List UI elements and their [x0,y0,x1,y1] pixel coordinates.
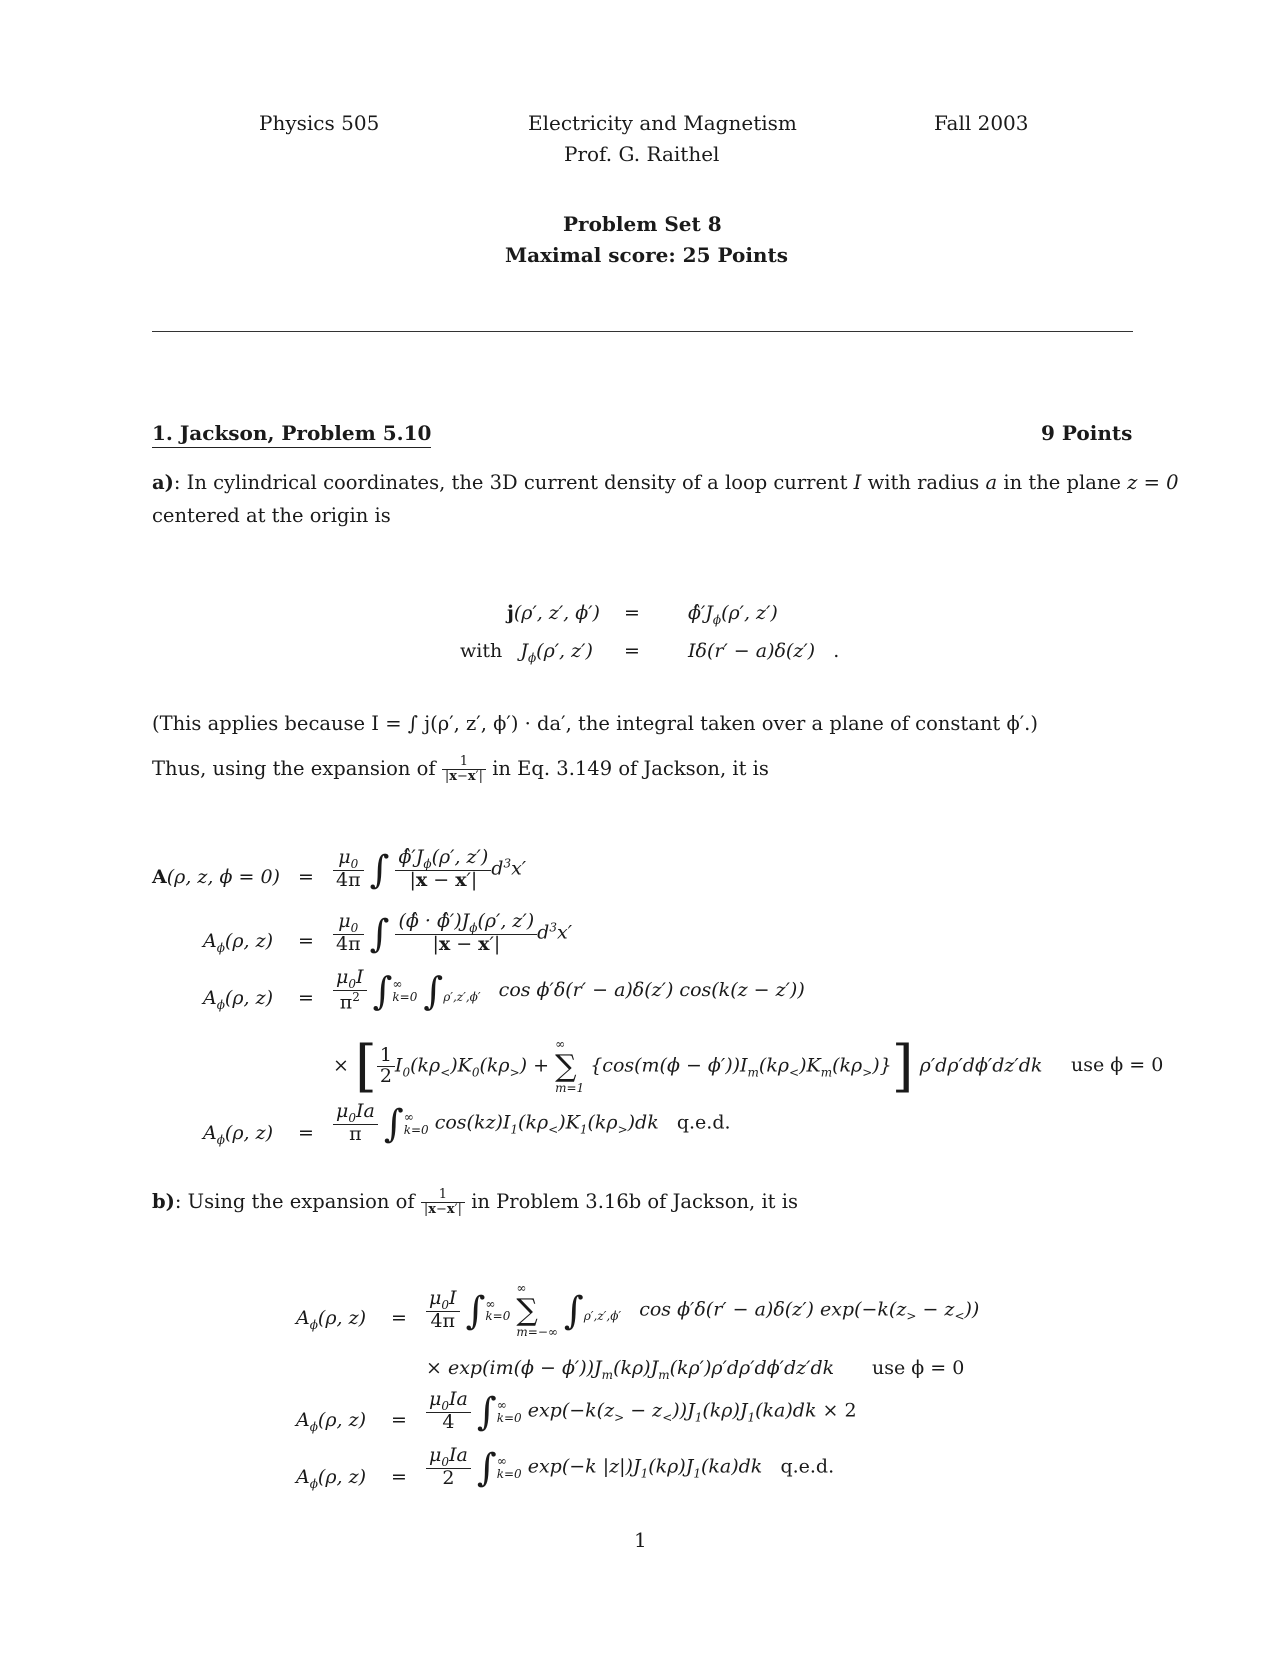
thus-text-1: Thus, using the expansion of [152,757,436,780]
deriv-b-lhs-4: $A_\phi(\rho$, z) [296,1466,367,1491]
deriv-a-lhs-1: A(ρ, z, ϕ = 0) [152,866,280,888]
deriv-b-qed: q.e.d. [780,1455,835,1478]
part-a-intro-3: in the plane [1003,471,1121,494]
thus-line [152,753,769,785]
part-a-var-I: I [853,471,862,494]
header-divider [152,331,1133,332]
eq-jphi-lhs: with $J_\phi(\rho'$, z′) [460,640,593,665]
part-a-cond: z = 0 [1127,471,1179,494]
deriv-a-use-phi: use ϕ = 0 [1071,1054,1164,1076]
deriv-b-lhs-3: $A_\phi(\rho$, z) [296,1409,367,1434]
deriv-b-use-phi: use ϕ = 0 [872,1357,965,1379]
deriv-a-rhs-3: $\frac{\mu_0I}{\pi^2}$ ∫ ∞ k=0 ∫ ρ′,z′,ϕ′ cos ϕ′δ(r′ − a)δ(z′) cos(k(z − z′)) [333,968,805,1014]
part-b-intro [152,1186,798,1218]
deriv-a-eq-1: = [298,866,314,888]
part-a-var-a: a [985,471,998,494]
deriv-b-rhs-1: $\frac{\mu_0I}{4\pi}$ ∫ ∞ k=0 ∞ ∑ m=−∞ ∫ ρ′,z′,ϕ′ cos ϕ′δ(r′ − a)δ(z′) $\exp(-k(z_> - z_<))$ [426,1282,979,1339]
eq-current-density-lhs: j(ρ′, z′, ϕ′) [507,602,600,624]
part-a-intro-1: : In cylindrical coordinates, the 3D current density of a loop current [173,471,848,494]
deriv-b-rhs-4: $\frac{\mu_0Ia}{2}$ ∫ ∞ k=0 exp(−k $|z|)J_1(k\rho)J_1(ka)dk$ q.e.d. [426,1446,834,1489]
term: Fall 2003 [934,111,1029,135]
note-line: (This applies because I = ∫ j(ρ′, z′, ϕ′) · da′, the integral taken over a plane of constant ϕ′.) [152,712,1038,735]
part-a-intro [152,467,1179,499]
deriv-a-lhs-5: $A_\phi(\rho$, z) [203,1122,274,1147]
problem-set-title: Problem Set 8 [563,212,722,236]
part-b-label: b) [152,1190,175,1213]
deriv-a-qed: q.e.d. [676,1111,731,1134]
deriv-b-lhs-1: $A_\phi(\rho$, z) [296,1307,367,1332]
course-title: Electricity and Magnetism [528,111,797,135]
eq-current-density-equals: = [624,602,640,624]
problem-points: 9 Points [1041,421,1133,445]
course-name: Physics 505 [259,111,380,135]
deriv-a-rhs-1: $\frac{\mu_0}{4\pi}$ ∫ $\frac{\phî'J_\phi(\rho', z')}{|x - x'|}$ $d^3x'$ [333,848,526,891]
professor-name: Prof. G. Raithel [564,142,720,166]
inverse-distance-fraction: $\frac{1}{|x-x'|}$ [442,755,486,783]
part-a-intro-2: with radius [867,471,980,494]
eq-jphi-rhs: Iδ(r′ − a)δ(z′) . [688,640,840,662]
max-score: Maximal score: 25 Points [505,243,788,267]
deriv-b-eq-3: = [391,1409,407,1431]
part-a-label: a) [152,471,174,494]
part-b-intro-1: : Using the expansion of [174,1190,415,1213]
deriv-a-rhs-2: $\frac{\mu_0}{4\pi}$ ∫ $\frac{(\phî \cdot \phî')J_\phi(\rho', z')}{|x - x'|}$ $d^3x'$ [333,912,572,955]
eq-jphi-equals: = [624,640,640,662]
deriv-a-lhs-2: $A_\phi(\rho$, z) [203,930,274,955]
deriv-a-eq-2: = [298,930,314,952]
inverse-distance-fraction-b: $\frac{1}{|x-x'|}$ [421,1188,465,1216]
deriv-b-rhs-2: × $\exp(im(\phi - \phi'))J_m(k\rho)J_m(k\rho')\rho'd\rho'd\phi'dz'dk$ [426,1357,835,1382]
page-number: 1 [634,1528,647,1552]
problem-heading [152,421,431,445]
eq-with-word: with [460,640,503,662]
eq-current-density-rhs: $\phî'J_\phi(\rho'$, z′) [688,602,778,627]
thus-text-2: in Eq. 3.149 of Jackson, it is [492,757,769,780]
part-a-intro-line2: centered at the origin is [152,504,391,527]
deriv-a-lhs-3: $A_\phi(\rho$, z) [203,987,274,1012]
deriv-a-rhs-5: $\frac{\mu_0Ia}{\pi}$ ∫ ∞ k=0 $\cos(kz)I_1(k\rho_<)K_1(k\rho_>)dk$ q.e.d. [333,1102,731,1145]
problem-heading-text: 1. Jackson, Problem 5.10 [152,421,431,448]
deriv-a-eq-3: = [298,987,314,1009]
deriv-b-eq-4: = [391,1466,407,1488]
deriv-a-eq-5: = [298,1122,314,1144]
deriv-a-rhs-4: × [ $\frac{1}{2}$ $I_0(k\rho_<)K_0(k\rho_>)$ + ∞ ∑ m=1 $\{\cos(m(\phi - \phi'))I_m(k\rho_<)K_m(k\rho_>)\}$] ρ′dρ′dϕ′dz′dk [333,1034,1043,1099]
part-b-intro-2: in Problem 3.16b of Jackson, it is [471,1190,798,1213]
deriv-b-eq-1: = [391,1307,407,1329]
deriv-b-rhs-3: $\frac{\mu_0Ia}{4}$ ∫ ∞ k=0 $\exp(-k(z_> - z_<))J_1(k\rho)J_1(ka)dk \times 2$ [426,1390,857,1433]
